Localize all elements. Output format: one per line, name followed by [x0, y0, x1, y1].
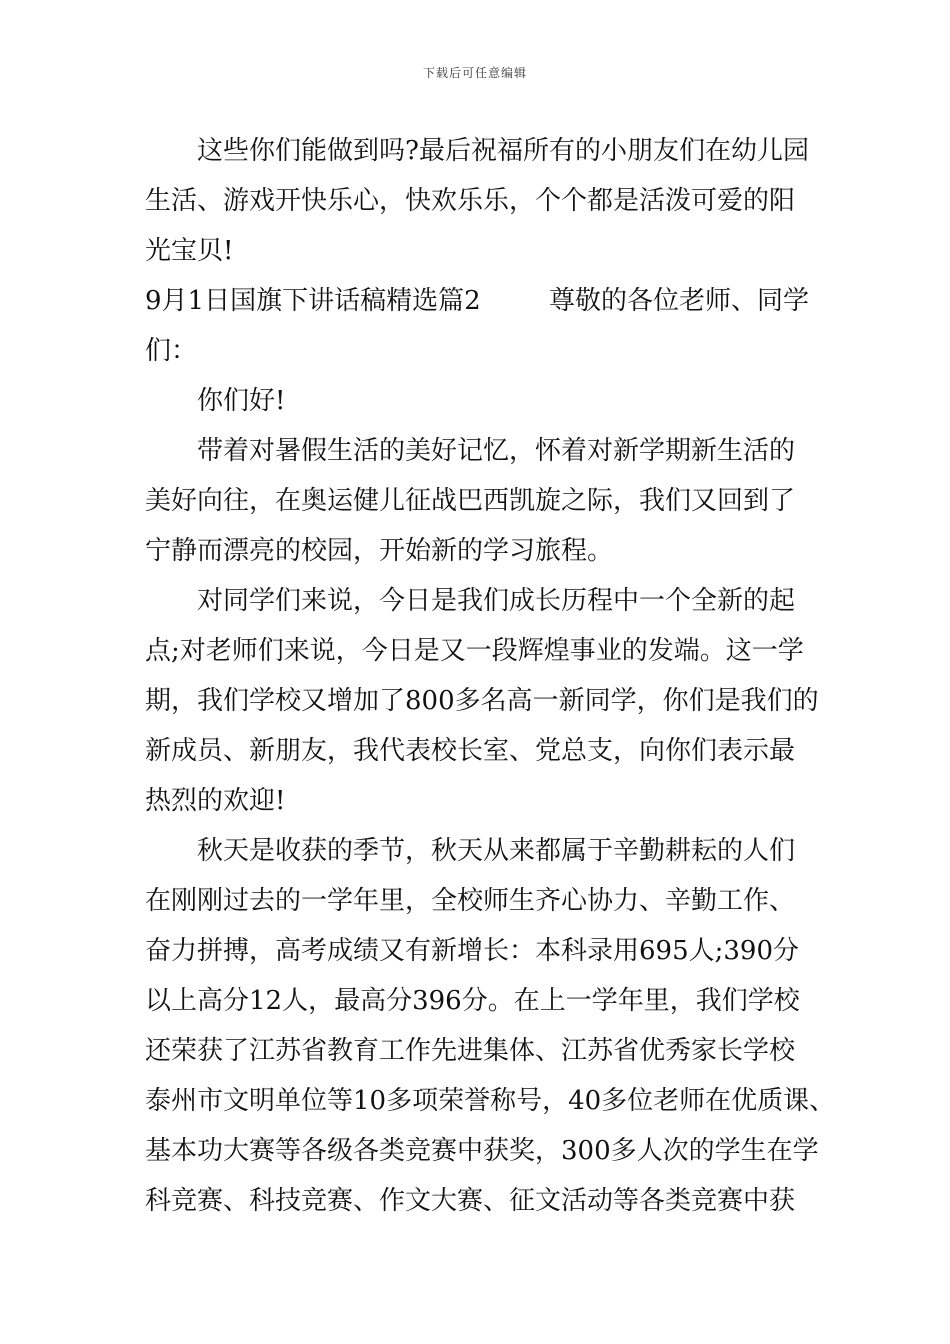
- paragraph-line: 生活、游戏开快乐心，快欢乐乐，个个都是活泼可爱的阳: [145, 186, 796, 216]
- paragraph-line: 美好向往，在奥运健儿征战巴西凯旋之际，我们又回到了: [145, 486, 796, 516]
- section-title-line: [145, 276, 809, 326]
- paragraph-line: 秋天是收获的季节，秋天从来都属于辛勤耕耘的人们: [197, 836, 796, 866]
- salutation-start: 尊敬的各位老师、同学: [548, 286, 809, 316]
- page-header: 下载后可任意编辑: [422, 66, 527, 80]
- paragraph-line: 光宝贝!: [145, 236, 234, 266]
- document-body: [145, 126, 836, 1226]
- paragraph-line: 期，我们学校又增加了800多名高一新同学，你们是我们的: [145, 686, 819, 716]
- paragraph-line: 泰州市文明单位等10多项荣誉称号，40多位老师在优质课、: [145, 1086, 836, 1116]
- paragraph-line: 科竞赛、科技竞赛、作文大赛、征文活动等各类竞赛中获: [145, 1186, 796, 1216]
- paragraph-line: 带着对暑假生活的美好记忆，怀着对新学期新生活的: [197, 436, 796, 466]
- paragraph-line: 你们好!: [197, 386, 286, 416]
- paragraph-line: 新成员、新朋友，我代表校长室、党总支，向你们表示最: [145, 736, 796, 766]
- paragraph-line: 点;对老师们来说，今日是又一段辉煌事业的发端。这一学: [145, 636, 804, 666]
- paragraph-line: 宁静而漂亮的校园，开始新的学习旅程。: [145, 536, 614, 566]
- paragraph-line: 这些你们能做到吗?最后祝福所有的小朋友们在幼儿园: [197, 136, 809, 166]
- paragraph-line: 热烈的欢迎!: [145, 786, 286, 816]
- paragraph-line: 们：: [145, 336, 198, 366]
- section-title: 9月1日国旗下讲话稿精选篇2: [145, 286, 481, 316]
- paragraph-line: 基本功大赛等各级各类竞赛中获奖，300多人次的学生在学: [145, 1136, 819, 1166]
- paragraph-line: 以上高分12人，最高分396分。在上一学年里，我们学校: [145, 986, 800, 1016]
- paragraph-line: 在刚刚过去的一学年里，全校师生齐心协力、辛勤工作、: [145, 886, 796, 916]
- paragraph-line: 奋力拼搏，高考成绩又有新增长：本科录用695人;390分: [145, 936, 800, 966]
- paragraph-line: 还荣获了江苏省教育工作先进集体、江苏省优秀家长学校: [145, 1036, 796, 1066]
- paragraph-line: 对同学们来说，今日是我们成长历程中一个全新的起: [197, 586, 796, 616]
